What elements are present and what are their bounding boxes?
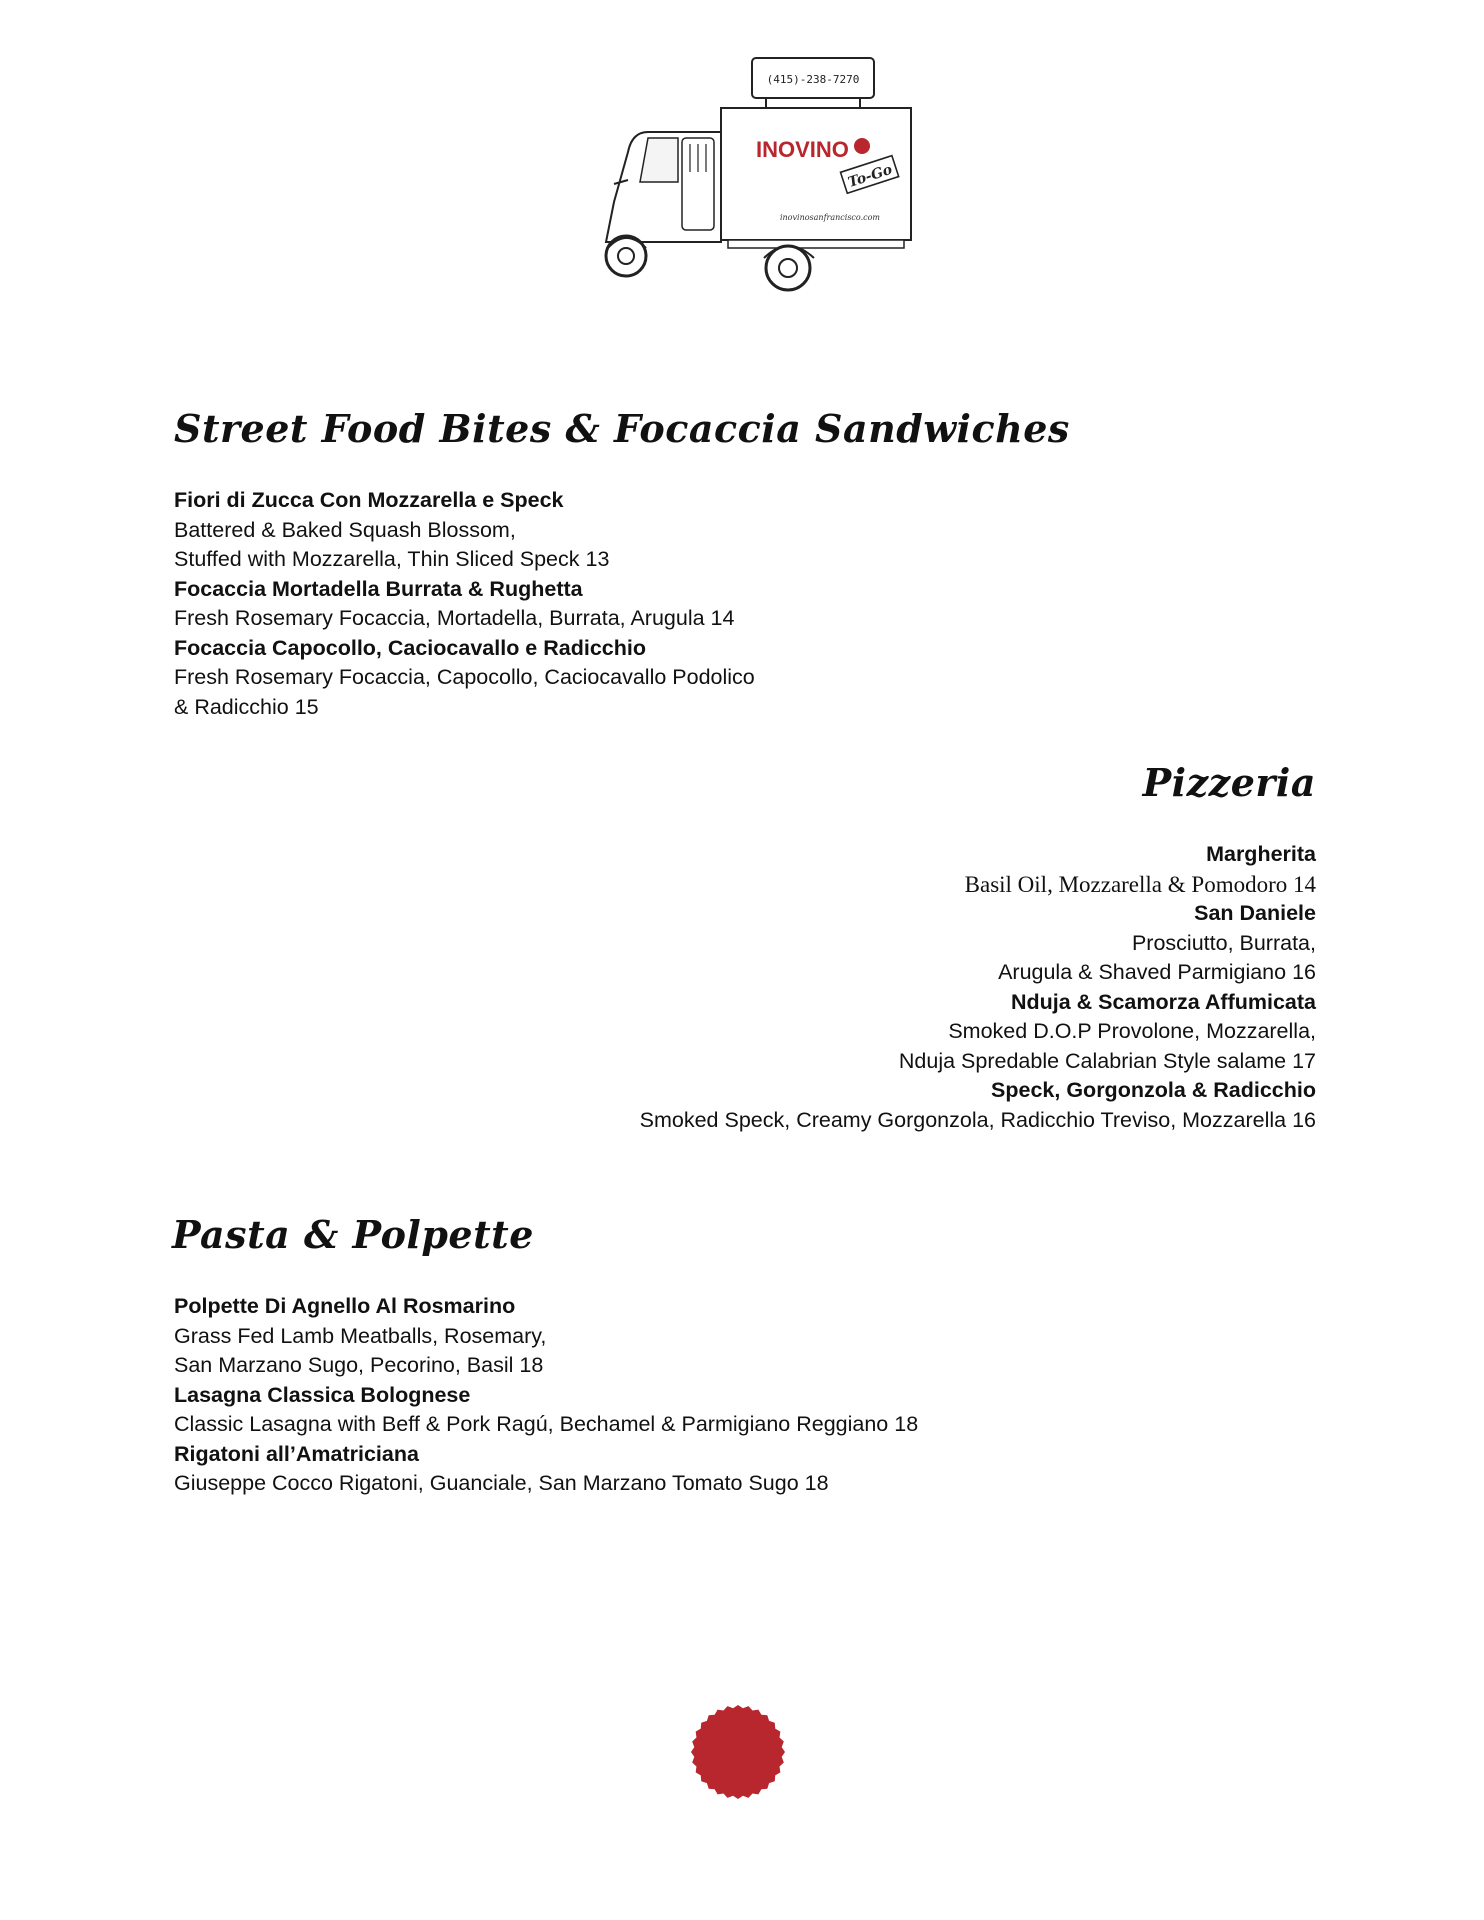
menu-block-pasta	[174, 1292, 1074, 1499]
menu-item-desc: Battered & Baked Squash Blossom,	[174, 517, 516, 542]
menu-item-desc: Classic Lasagna with Beff & Pork Ragú, Bechamel & Parmigiano Reggiano 18	[174, 1412, 919, 1436]
menu-item-desc: Fresh Rosemary Focaccia, Mortadella, Burrata, Arugula 14	[174, 606, 735, 630]
menu-block-street-food	[174, 486, 994, 722]
menu-item-name: Polpette Di Agnello Al Rosmarino	[174, 1294, 516, 1318]
red-seal-icon	[688, 1700, 788, 1804]
section-title-pizzeria: Pizzeria	[1142, 760, 1316, 805]
menu-item-name: Focaccia Capocollo, Caciocavallo e Radicchio	[174, 635, 646, 660]
menu-item-name: Fiori di Zucca Con Mozzarella e Speck	[174, 488, 564, 512]
logo-tagline: To-Go	[846, 161, 895, 191]
menu-item-name: Rigatoni all’Amatriciana	[174, 1441, 419, 1466]
menu-item-name: Lasagna Classica Bolognese	[174, 1382, 471, 1407]
logo-website: inovinosanfrancisco.com	[779, 213, 881, 222]
inovino-truck-logo	[578, 52, 918, 302]
menu-item-desc: San Marzano Sugo, Pecorino, Basil 18	[174, 1353, 544, 1377]
menu-item-desc: Smoked D.O.P Provolone, Mozzarella,	[948, 1019, 1316, 1043]
menu-item-desc: Arugula & Shaved Parmigiano 16	[998, 960, 1316, 984]
menu-item-name: San Daniele	[1194, 901, 1316, 925]
menu-item-desc: Grass Fed Lamb Meatballs, Rosemary,	[174, 1323, 547, 1348]
menu-item-name: Nduja & Scamorza Affumicata	[1010, 989, 1316, 1014]
menu-item-desc: Giuseppe Cocco Rigatoni, Guanciale, San Marzano Tomato Sugo 18	[174, 1471, 829, 1495]
menu-item-desc: Basil Oil, Mozzarella & Pomodoro 14	[964, 871, 1316, 897]
logo-brand: INOVINO	[756, 137, 849, 162]
menu-item-name: Focaccia Mortadella Burrata & Rughetta	[174, 576, 583, 601]
menu-item-desc: Fresh Rosemary Focaccia, Capocollo, Caciocavallo Podolico	[174, 665, 755, 689]
menu-item-name: Speck, Gorgonzola & Radicchio	[991, 1078, 1316, 1102]
menu-block-pizzeria	[416, 840, 1316, 1135]
menu-item-name: Margherita	[1206, 842, 1316, 866]
logo-phone: (415)-238-7270	[766, 73, 860, 86]
section-title-pasta: Pasta & Polpette	[172, 1212, 534, 1257]
menu-item-desc: Nduja Spredable Calabrian Style salame 17	[898, 1048, 1316, 1073]
menu-item-desc: & Radicchio 15	[174, 694, 319, 719]
menu-item-desc: Smoked Speck, Creamy Gorgonzola, Radicchio Treviso, Mozzarella 16	[639, 1107, 1316, 1132]
section-title-street-food: Street Food Bites & Focaccia Sandwiches	[174, 406, 1070, 451]
menu-item-desc: Stuffed with Mozzarella, Thin Sliced Speck 13	[174, 547, 610, 571]
menu-item-desc: Prosciutto, Burrata,	[1131, 930, 1316, 955]
